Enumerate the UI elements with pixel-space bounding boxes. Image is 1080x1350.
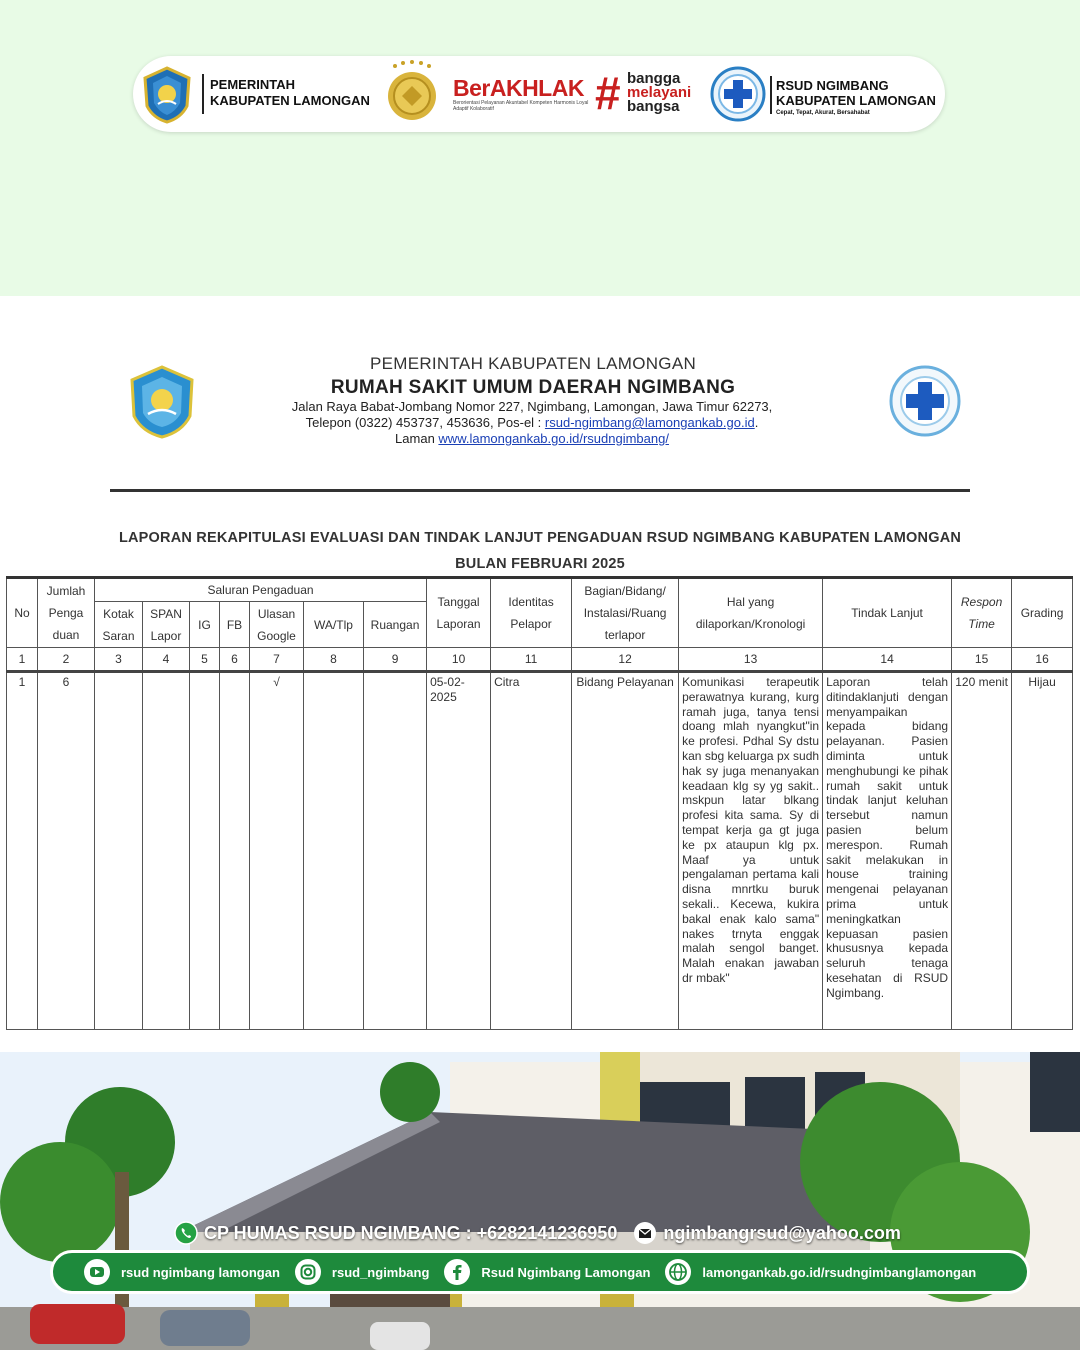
col-header-grading: Grading <box>1012 578 1073 648</box>
contact-phone[interactable]: CP HUMAS RSUD NGIMBANG : +6282141236950 <box>204 1222 618 1243</box>
bangga-word-1: bangga <box>627 70 681 87</box>
col-number: 7 <box>250 648 304 672</box>
col-number: 13 <box>679 648 823 672</box>
letterhead-gov: PEMERINTAH KABUPATEN LAMONGAN <box>369 354 697 373</box>
cell-kotak <box>95 672 143 1030</box>
cell-ig <box>190 672 220 1030</box>
bangga-word-2: melayani <box>627 84 692 101</box>
col-number: 9 <box>364 648 427 672</box>
rsud-hospital-logo-icon <box>710 66 766 122</box>
col-number: 11 <box>491 648 572 672</box>
col-header-no: No <box>7 578 38 648</box>
cell-ruangan <box>364 672 427 1030</box>
col-number: 8 <box>304 648 364 672</box>
col-header-tanggal: Tanggal Laporan <box>427 578 491 648</box>
col-number: 3 <box>95 648 143 672</box>
col-header-kotak: Kotak Saran <box>95 602 143 648</box>
col-header-fb: FB <box>220 602 250 648</box>
col-number: 10 <box>427 648 491 672</box>
youtube-link[interactable] <box>83 1258 280 1286</box>
rsud-tagline: Cepat, Tepat, Akurat, Bersahabat <box>776 110 870 116</box>
letterhead-hospital: RUMAH SAKIT UMUM DAERAH NGIMBANG <box>330 377 736 398</box>
cell-bagian: Bidang Pelayanan <box>572 672 679 1030</box>
cell-respon: 120 menit <box>952 672 1012 1030</box>
bangga-word-3: bangsa <box>627 98 680 115</box>
col-header-ulasan: Ulasan Google <box>250 602 304 648</box>
letterhead-website <box>0 431 1080 447</box>
instagram-label: rsud_ngimbang <box>331 1264 430 1280</box>
cell-wa <box>304 672 364 1030</box>
col-number: 14 <box>823 648 952 672</box>
cell-ulasan-checkmark: √ <box>250 672 304 1030</box>
rsud-line-2: KABUPATEN LAMONGAN <box>776 93 936 108</box>
cell-identitas: Citra <box>491 672 572 1030</box>
hospital-building-photo <box>0 1052 1080 1350</box>
website-label: Laman <box>395 431 435 446</box>
cell-no: 1 <box>7 672 38 1030</box>
col-header-wa: WA/Tlp <box>304 602 364 648</box>
cell-tanggal: 05-02-2025 <box>427 672 491 1030</box>
cell-tindak: Laporan telah ditindaklanjuti dengan menyampaikan kepada bidang pelayanan. Pasien diminta untuk menghubungi ke pihak rumah sakit untuk tindak lanjut keluhan tersebut namun pasien belum merespon. Rumah sakit melakukan in house training mengenai pelayanan prima untuk meningkatkan kepuasan pasien khususnya kepada seluruh tenaga kesehatan di RSUD Ngimbang. <box>823 672 952 1030</box>
col-number: 4 <box>143 648 190 672</box>
contact-bar <box>174 1216 934 1250</box>
berakhlak-logo <box>453 76 593 112</box>
col-number: 16 <box>1012 648 1073 672</box>
letterhead <box>0 354 1080 447</box>
col-header-bagian: Bagian/Bidang/ Instalasi/Ruang terlapor <box>572 578 679 648</box>
berakhlak-title: BerAKHLAK <box>453 75 584 101</box>
col-number: 2 <box>38 648 95 672</box>
col-header-jumlah: Jumlah Penga duan <box>38 578 95 648</box>
cell-grading: Hijau <box>1012 672 1073 1030</box>
website-link[interactable]: www.lamongankab.go.id/rsudngimbang/ <box>438 431 669 446</box>
whatsapp-icon[interactable] <box>174 1221 198 1245</box>
letterhead-phone <box>0 415 1080 431</box>
social-media-bar <box>50 1250 1030 1294</box>
website-footer-label: lamongankab.go.id/rsudngimbanglamongan <box>702 1264 977 1280</box>
col-number: 5 <box>190 648 220 672</box>
col-header-ruangan: Ruangan <box>364 602 427 648</box>
rsud-name <box>776 78 936 118</box>
cell-fb <box>220 672 250 1030</box>
col-header-hal: Hal yang dilaporkan/Kronologi <box>679 578 823 648</box>
phone-suffix: . <box>754 415 759 430</box>
lamongan-seal-icon <box>141 66 193 124</box>
gov-line-1: PEMERINTAH <box>210 77 295 92</box>
col-header-span: SPAN Lapor <box>143 602 190 648</box>
instagram-icon <box>294 1258 322 1286</box>
globe-icon <box>664 1258 692 1286</box>
report-document <box>0 296 1080 1056</box>
letterhead-rule <box>110 489 970 492</box>
col-number: 12 <box>572 648 679 672</box>
website-footer-link[interactable] <box>664 1258 976 1286</box>
banner-divider-2 <box>770 76 772 114</box>
facebook-icon <box>443 1258 471 1286</box>
hashtag-icon: # <box>595 67 621 119</box>
complaint-table <box>6 576 1073 1030</box>
cell-span <box>143 672 190 1030</box>
cell-jumlah: 6 <box>38 672 95 1030</box>
gov-line-2: KABUPATEN LAMONGAN <box>210 93 370 108</box>
report-title-line-1: LAPORAN REKAPITULASI EVALUASI DAN TINDAK LANJUT PENGADUAN RSUD NGIMBANG KABUPATEN LAMONGAN <box>118 530 962 546</box>
email-link[interactable]: rsud-ngimbang@lamongankab.go.id <box>544 415 755 430</box>
col-header-identitas: Identitas Pelapor <box>491 578 572 648</box>
col-header-respon: Respon Time <box>952 578 1012 648</box>
facebook-link[interactable] <box>443 1258 650 1286</box>
table-row <box>7 672 1073 1030</box>
col-header-tindak: Tindak Lanjut <box>823 578 952 648</box>
instagram-link[interactable] <box>294 1258 430 1286</box>
column-number-row <box>7 648 1073 672</box>
facebook-label: Rsud Ngimbang Lamongan <box>481 1264 651 1280</box>
contact-email[interactable]: ngimbangrsud@yahoo.com <box>663 1222 901 1243</box>
youtube-label: rsud ngimbang lamongan <box>121 1264 280 1280</box>
building-illustration <box>0 1052 1080 1350</box>
youtube-icon <box>83 1258 111 1286</box>
email-icon[interactable] <box>633 1221 657 1245</box>
report-title-line-2: BULAN FEBRUARI 2025 <box>455 556 625 572</box>
phone-text: Telepon (0322) 453737, 453636, Pos-el : <box>305 415 542 430</box>
star-medal-icon <box>381 60 443 128</box>
report-title <box>0 525 1080 577</box>
col-number: 6 <box>220 648 250 672</box>
banner-divider <box>202 74 204 114</box>
berakhlak-subtitle: Berorientasi Pelayanan Akuntabel Kompeten Harmonis Loyal Adaptif Kolaboratif <box>453 100 589 112</box>
rsud-line-1: RSUD NGIMBANG <box>776 78 889 93</box>
letterhead-address: Jalan Raya Babat-Jombang Nomor 227, Ngimbang, Lamongan, Jawa Timur 62273, <box>291 399 773 414</box>
cell-hal: Komunikasi terapeutik perawatnya kurang, kurg ramah juga, tanya tensi doang mlah nyangkut"in ke profesi. Pdhal Sy dstu kan sbg keluarga px sudh hak sy juga menanyakan keadaan klg sy yg sakit.. mskpun latar blkang profesi kita sama. Sy di tempat kerja ga gt juga ke px ataupun klg px. Maaf ya untuk pengalaman pertama kali disna mnrtku buruk sekali.. Kecewa, kukira bakal enak kalo sama" nakes trnyta enggak malah sengol banget. Malah enakan jawaban dr mbak" <box>679 672 823 1030</box>
gov-name <box>210 77 370 109</box>
logo-banner <box>133 56 945 132</box>
col-number: 15 <box>952 648 1012 672</box>
col-header-saluran: Saluran Pengaduan <box>95 578 427 602</box>
col-number: 1 <box>7 648 38 672</box>
col-header-ig: IG <box>190 602 220 648</box>
